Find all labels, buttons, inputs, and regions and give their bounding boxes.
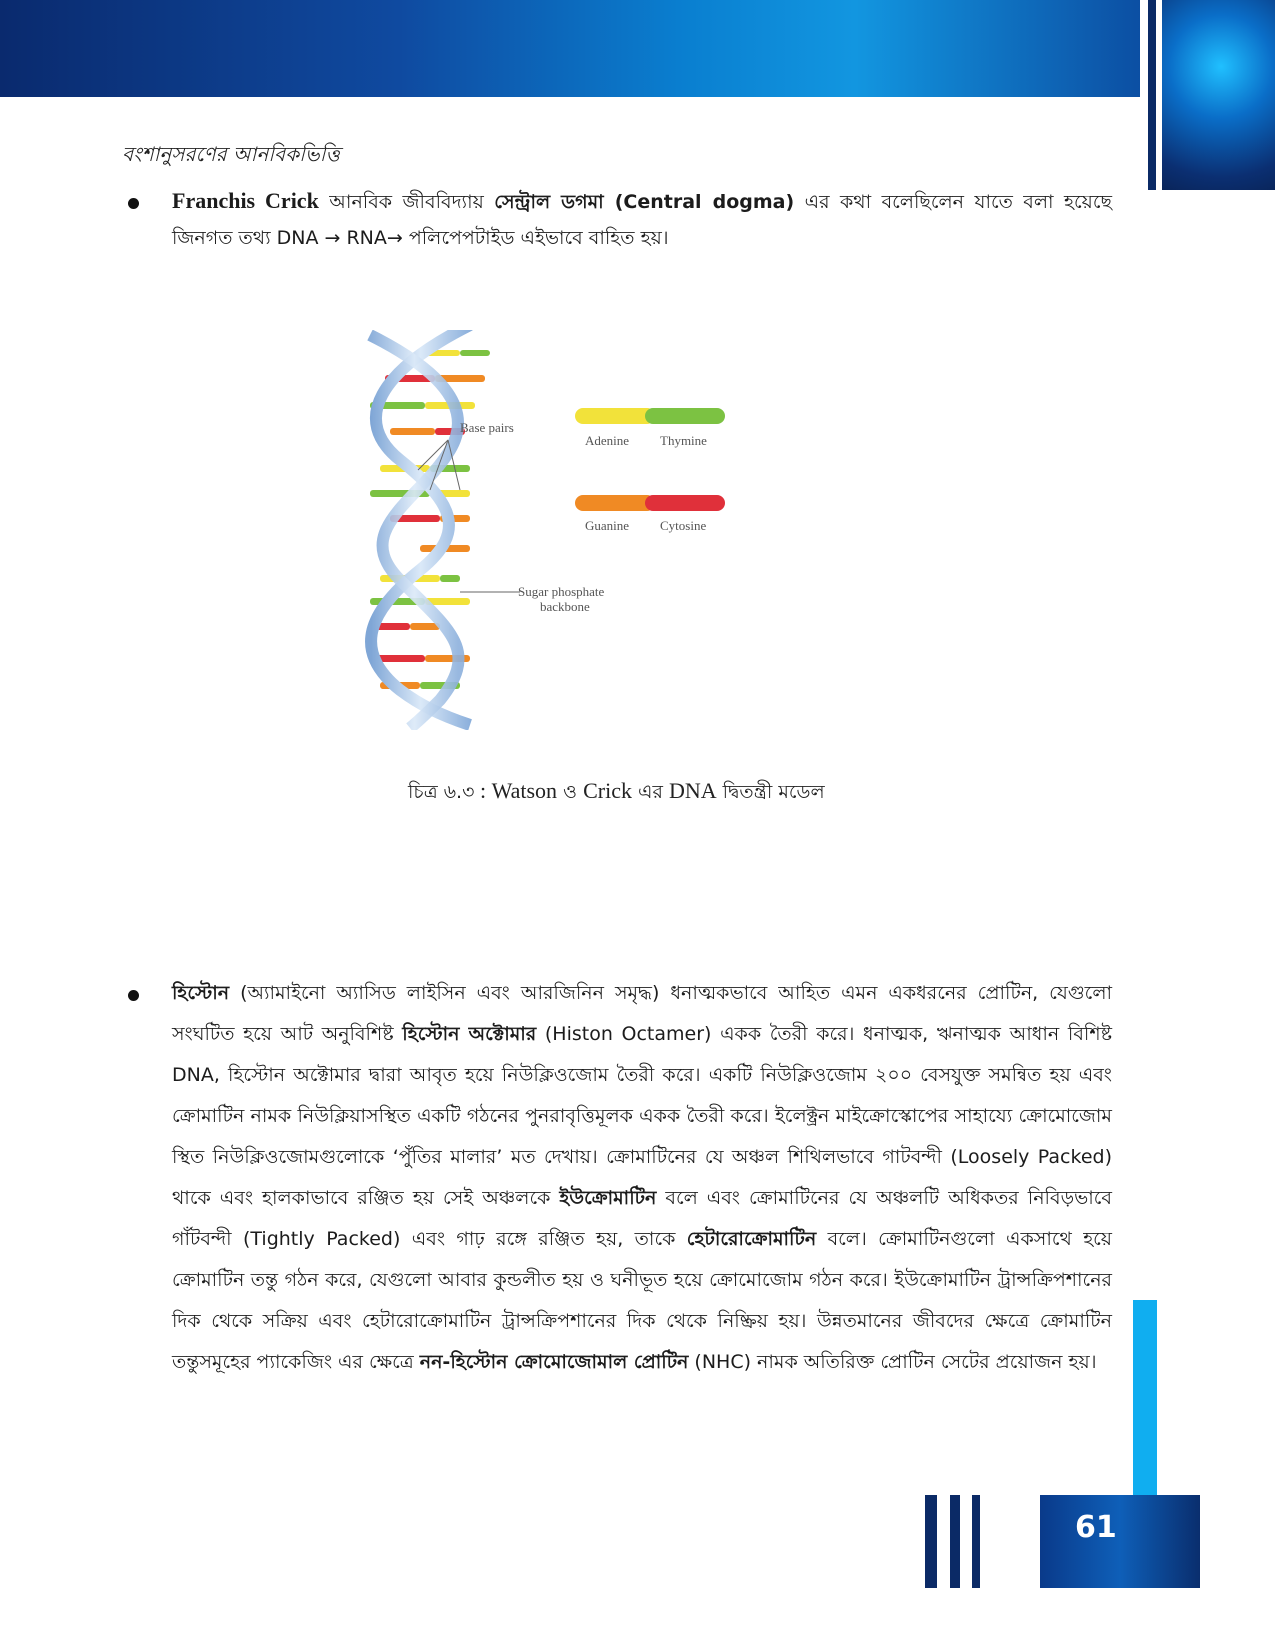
central-dogma-term: সেন্ট্রাল ডগমা (Central dogma) xyxy=(494,191,795,213)
text-run: (Histon Octamer) একক তৈরী করে। ধনাত্মক, ঋনাত্মক আধান বিশিষ্ট DNA, হিস্টোন অক্টোমার দ্বারা আবৃত হয়ে নিউক্লিওজোম তৈরী করে। একটি নিউক্লিওজোম ২০০ বেসযুক্ত সমন্বিত হয় এবং ক্রোমাটিন নামক নিউক্লিয়াসস্থিত একটি গঠনের পুনরাবৃত্তিমূলক একক তৈরী করে। ইলেক্ট্রন মাইক্রোস্কোপের সাহায্যে ক্রোমোজোম স্থিত নিউক্লিওজোমগুলোকে ‘পুঁতির মালার’ মত দেখায়। ক্রোমাটিনের যে অঞ্চল শিথিলভাবে গাটবন্দী (Loosely Packed) থাকে এবং হালকাভাবে রঞ্জিত হয় সেই অঞ্চলকে xyxy=(172,1023,1112,1209)
text-run: এর কথা বলেছিলেন যাতে বলা হয়েছে জিনগত তথ্য DNA → RNA→ পলিপেপটাইড এইভাবে বাহিত হয়। xyxy=(172,191,1112,249)
bullet-point xyxy=(128,990,139,1001)
banner-stripe xyxy=(1156,0,1162,190)
base-pairs-label: Base pairs xyxy=(460,420,514,435)
text-run: আনবিক জীববিদ্যায় xyxy=(318,191,495,213)
top-banner xyxy=(0,0,1140,97)
histone-octamer-term: হিস্টোন অক্টোমার xyxy=(402,1023,537,1045)
backbone-label: backbone xyxy=(540,599,590,614)
dna-double-helix-figure xyxy=(360,330,780,730)
thymine-swatch xyxy=(645,408,725,424)
guanine-label: Guanine xyxy=(585,518,630,533)
caption-dna: DNA xyxy=(668,778,717,803)
text-run: বলে এবং ক্রোমাটিনের যে অঞ্চলটি অধিকতর নিবিড়ভাবে গাঁটবন্দী (Tightly Packed) এবং গাঢ় রঙ্গে রঞ্জিত হয়, তাকে xyxy=(172,1187,1113,1250)
adenine-swatch xyxy=(575,408,655,424)
sugar-phosphate-label: Sugar phosphate xyxy=(518,584,605,599)
caption-prefix: চিত্র ৬.৩ xyxy=(408,781,475,803)
page-number: 61 xyxy=(1075,1510,1117,1545)
banner-stripe xyxy=(1148,0,1156,190)
cytosine-label: Cytosine xyxy=(660,518,707,533)
paragraph-histone xyxy=(172,973,1112,1383)
footer-stripe xyxy=(925,1495,937,1588)
text-run: (NHC) নামক অতিরিক্ত প্রোটিন সেটের প্রয়োজন হয়। xyxy=(688,1351,1097,1373)
banner-stripe xyxy=(1140,0,1148,190)
caption-crick: Crick xyxy=(583,778,632,803)
euchromatin-term: ইউক্রোমাটিন xyxy=(559,1187,657,1209)
guanine-swatch xyxy=(575,495,655,511)
caption-o: ও xyxy=(557,781,584,803)
text-run: বলে। ক্রোমাটিনগুলো একসাথে হয়ে ক্রোমাটিন তন্তু গঠন করে, যেগুলো আবার কুন্ডলীত হয় ও ঘনীভূত হয়ে ক্রোমোজোম গঠন করে। ইউক্রোমাটিন ট্রান্সক্রিপশানের দিক থেকে সক্রিয় এবং হেটারোক্রোমাটিন ট্রান্সক্রিপশানের দিক থেকে নিষ্ক্রিয় হয়। উন্নতমানের জীবদের ক্ষেত্রে ক্রোমাটিন তন্তুসমূহের প্যাকেজিং এর ক্ষেত্রে xyxy=(172,1228,1113,1373)
caption-sep: : xyxy=(474,778,492,803)
bullet-point xyxy=(128,198,139,209)
heterochromatin-term: হেটারোক্রোমাটিন xyxy=(686,1228,817,1250)
footer-stripe xyxy=(972,1495,980,1588)
crick-name: Franchis Crick xyxy=(172,188,319,213)
cytosine-swatch xyxy=(645,495,725,511)
figure-caption xyxy=(408,778,825,810)
text-run: (অ্যামাইনো অ্যাসিড লাইসিন এবং আরজিনিন সমৃদ্ধ) ধনাত্মকভাবে আহিত এমন একধরনের প্রোটিন, যেগুলো সংঘটিত হয়ে আট অনুবিশিষ্ট xyxy=(172,982,1112,1045)
caption-watson: Watson xyxy=(491,778,558,803)
paragraph-central-dogma xyxy=(172,183,1112,256)
caption-rest: দ্বিতন্ত্রী মডেল xyxy=(716,781,825,803)
histone-term: হিস্টোন xyxy=(172,982,230,1004)
thymine-label: Thymine xyxy=(660,433,707,448)
footer-stripe xyxy=(950,1495,960,1588)
nhc-term: নন-হিস্টোন ক্রোমোজোমাল প্রোটিন xyxy=(419,1351,689,1373)
running-head: বংশানুসরণের আনবিকভিত্তি xyxy=(122,142,340,166)
footer-block xyxy=(1040,1495,1200,1588)
adenine-label: Adenine xyxy=(585,433,630,448)
caption-er: এর xyxy=(631,781,669,803)
